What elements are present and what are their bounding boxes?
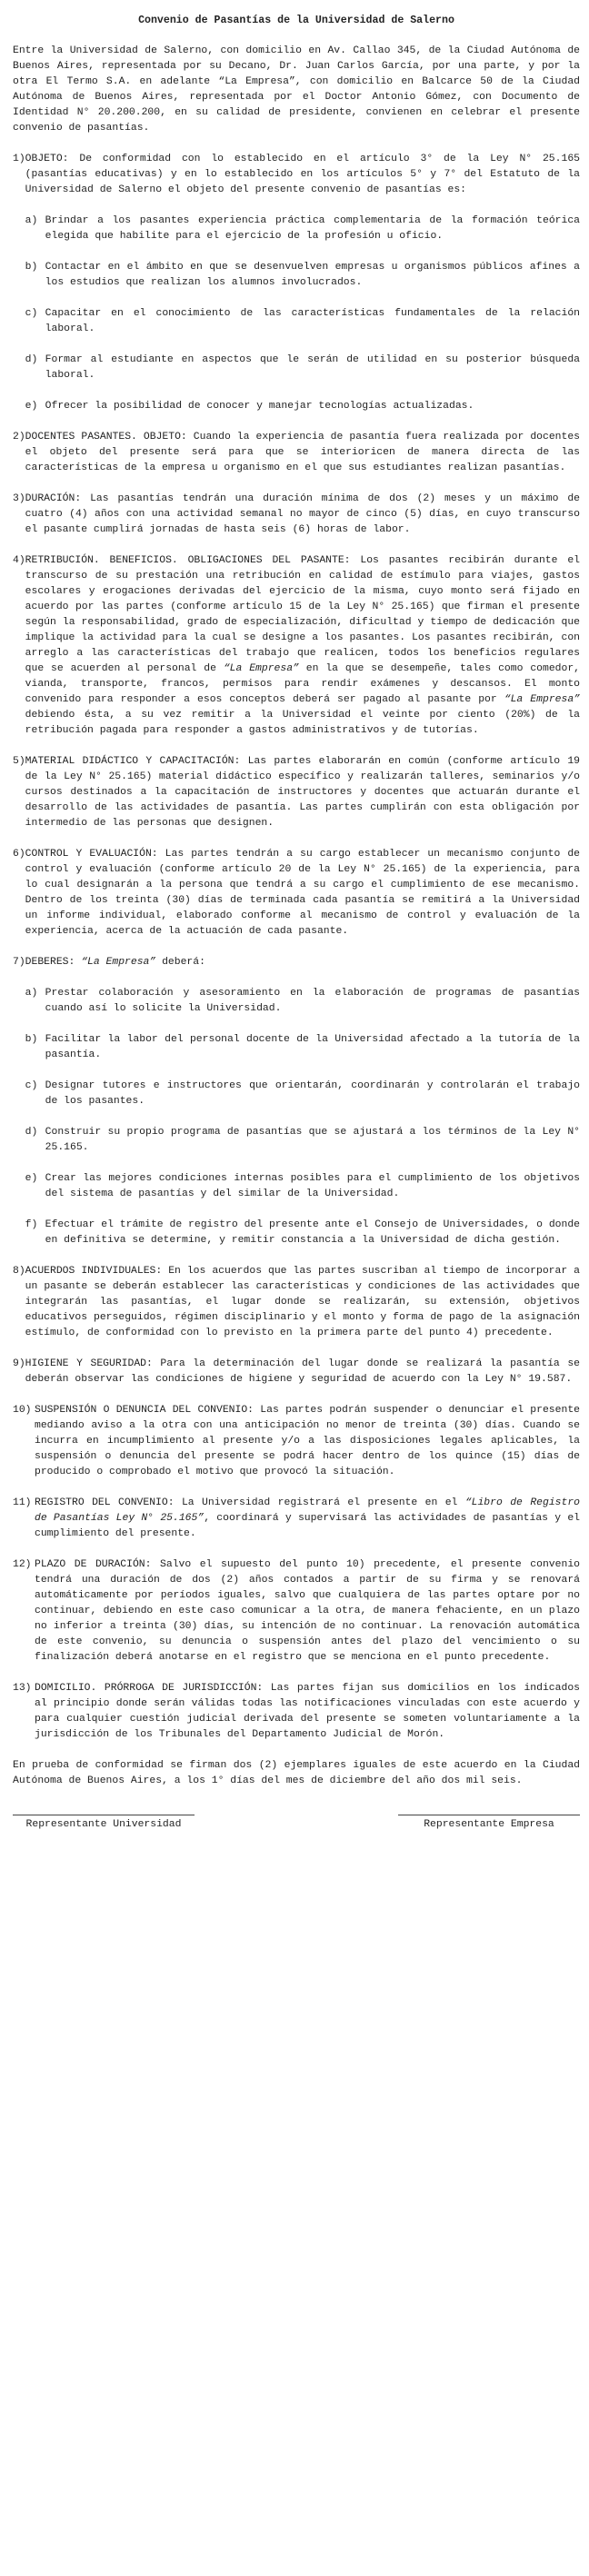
clause-7-items: [25, 986, 580, 1248]
list-item: [25, 986, 580, 1017]
empresa-term: “La Empresa”: [223, 663, 299, 674]
clause-text-part: , coordinará y supervisará las actividades de pasantías y el cumplimiento del presente.: [35, 1513, 580, 1539]
clause-text: MATERIAL DIDÁCTICO Y CAPACITACIÓN: Las partes elaborarán en común (conforme artículo 19 de la Ley N° 25.165) material didáctico específico y realizarán talleres, seminarios y/o cursos destinados a la capacitación de instructores y docentes que actuarán durante el desarrollo de las actividades de pasantía. Las partes cumplirán con esta obligación por intermedio de las personas que designen.: [25, 756, 580, 829]
clause-text: DOMICILIO. PRÓRROGA DE JURISDICCIÓN: Las partes fijan sus domicilios en los indicados al principio donde serán válidas todas las notificaciones vinculadas con este acuerdo y para cualquier cuestión judicial derivada del presente se someten voluntariamente a la jurisdicción de los Tribunales del Departamento Judicial de Morón.: [35, 1683, 580, 1740]
clause-number: 11): [13, 1497, 32, 1508]
clause-text: ACUERDOS INDIVIDUALES: En los acuerdos que las partes suscriban al tiempo de incorporar a un pasante se deberán establecer las características y condiciones de las actividades que integrarán las pasantías, el lugar donde se realizarán, su extensión, objetivos educativos perseguidos, régimen disciplinario y el monto y forma de pago de la asignación estímulo, de conformidad con lo previsto en la primera parte del punto 4) precedente.: [25, 1266, 580, 1338]
clause-number: 10): [13, 1405, 32, 1416]
clause-text: DOCENTES PASANTES. OBJETO: Cuando la experiencia de pasantía fuera realizada por docentes el objeto del presente será para que se interioricen de manera directa de las características de la empresa u organismo en el que sus estudiantes realizan pasantías.: [25, 432, 580, 473]
clause-text: DURACIÓN: Las pasantías tendrán una duración mínima de dos (2) meses y un máximo de cuatro (4) años con una actividad semanal no mayor de cinco (5) días, en cuyo transcurso el pasante cumplirá jornadas de hasta seis (6) horas de labor.: [25, 493, 580, 535]
item-letter: c): [25, 308, 38, 319]
item-letter: a): [25, 988, 38, 999]
clause-text-part: DEBERES:: [25, 957, 82, 968]
list-item: [25, 1218, 580, 1248]
item-letter: e): [25, 401, 38, 412]
item-text: Brindar a los pasantes experiencia práctica complementaria de la formación teórica elegida que habilite para el ejercicio de la profesión u oficio.: [45, 215, 580, 242]
item-text: Ofrecer la posibilidad de conocer y manejar tecnologías actualizadas.: [45, 401, 474, 412]
clause-7: [13, 955, 580, 1248]
clause-number: 13): [13, 1683, 32, 1694]
empresa-term: “La Empresa”: [504, 694, 580, 705]
list-item: [25, 306, 580, 337]
signature-label-university: Representante Universidad: [25, 1819, 182, 1830]
item-letter: f): [25, 1219, 38, 1230]
list-item: [25, 1125, 580, 1156]
clause-number: 4): [13, 555, 25, 566]
clause-text-part: RETRIBUCIÓN. BENEFICIOS. OBLIGACIONES DEL PASANTE: Los pasantes recibirán durante el transcurso de su prestación una retribución en calidad de estímulo para viajes, gastos escolares y erogaciones derivadas del ejercicio de la misma, cuyo monto será fijado en acuerdo por las partes (conforme artículo 15 de la Ley N° 25.165) que firman el presente según la responsabilidad, grado de especialización, dificultad y tiempo de dedicación que implique la actividad para la cual se designe a los pasantes. Los pasantes recibirán, con arreglo a las características del trabajo que realicen, todos los beneficios regulares que se acuerden al personal de: [25, 555, 580, 674]
item-text: Formar al estudiante en aspectos que le serán de utilidad en su posterior búsqueda laboral.: [45, 354, 580, 381]
clause-number: 12): [13, 1559, 32, 1570]
list-item: [25, 1079, 580, 1109]
clause-6: [13, 847, 580, 940]
clause-8: [13, 1264, 580, 1341]
item-text: Construir su propio programa de pasantías que se ajustará a los términos de la Ley N° 25.165.: [45, 1127, 580, 1153]
item-letter: d): [25, 354, 38, 365]
item-letter: d): [25, 1127, 38, 1138]
clause-4: [13, 553, 580, 739]
list-item: [25, 214, 580, 244]
empresa-term: “La Empresa”: [81, 957, 156, 968]
clause-text-part: debiendo ésta, a su vez remitir a la Universidad el veinte por ciento (20%) de la retribución pagada para responder a gastos administrativos y de tutorías.: [25, 710, 580, 736]
list-item: [25, 1032, 580, 1063]
intro-paragraph: Entre la Universidad de Salerno, con domicilio en Av. Callao 345, de la Ciudad Autónoma de Buenos Aires, representada por su Decano, Dr. Juan Carlos García, por una parte, y por la otra El Termo S.A. en adelante “La Empresa”, con domicilio en Balcarce 50 de la Ciudad Autónoma de Buenos Aires, representada por el Doctor Antonio Gómez, con Documento de Identidad N° 20.200.200, en su calidad de presidente, convienen en celebrar el presente convenio de pasantías.: [13, 45, 580, 134]
clause-text: HIGIENE Y SEGURIDAD: Para la determinación del lugar donde se realizará la pasantía se deberán observar las condiciones de higiene y seguridad de acuerdo con la Ley N° 19.587.: [25, 1358, 580, 1385]
registry-book-title: “Libro de Registro de Pasantías Ley N° 25.165”: [35, 1497, 580, 1524]
item-text: Contactar en el ámbito en que se desenvuelven empresas u organismos públicos afines a los estudios que realizan los alumnos involucrados.: [45, 262, 580, 288]
item-letter: b): [25, 1034, 38, 1045]
item-text: Facilitar la labor del personal docente de la Universidad afectado a la tutoría de la pasantía.: [45, 1034, 580, 1060]
item-letter: e): [25, 1173, 38, 1184]
clause-text: [25, 553, 580, 739]
clause-text-part: en la que se desempeñe, tales como comedor, vianda, transporte, francos, permisos para rendir exámenes y descansos. El monto convenido para responder a esos conceptos deberá ser pagado al pasante por: [25, 663, 581, 705]
clause-text-part: REGISTRO DEL CONVENIO: La Universidad registrará el presente en el: [35, 1497, 465, 1508]
clause-1-items: [25, 214, 580, 414]
item-letter: c): [25, 1080, 38, 1091]
item-text: Designar tutores e instructores que orientarán, coordinarán y controlarán el trabajo de los pasantes.: [45, 1080, 580, 1107]
item-text: Capacitar en el conocimiento de las características fundamentales de la relación laboral.: [45, 308, 580, 334]
item-text: Efectuar el trámite de registro del presente ante el Consejo de Universidades, o donde en definitiva se determine, y remitir constancia a la Universidad de dicha gestión.: [45, 1219, 580, 1246]
clause-5: [13, 754, 580, 831]
clause-1: [13, 152, 580, 414]
list-item: [25, 353, 580, 383]
clause-3: [13, 492, 580, 538]
clause-number: 5): [13, 756, 25, 767]
list-item: [25, 1171, 580, 1202]
clause-text: SUSPENSIÓN O DENUNCIA DEL CONVENIO: Las partes podrán suspender o denunciar el presente mediando aviso a la otra con una anticipación no menor de treinta (30) días. Cuando se incurra en incumplimiento al presente y/o a las disposiciones legales aplicables, la suspensión o denuncia del presente se podrá hacer dentro de los quince (15) días de producido o comprobado el motivo que provocó la situación.: [35, 1405, 580, 1477]
clause-number: 8): [13, 1266, 25, 1277]
item-text: Crear las mejores condiciones internas posibles para el cumplimiento de los objetivos del sistema de pasantías y del similar de la Universidad.: [45, 1173, 580, 1199]
list-item: [25, 399, 580, 414]
clause-9: [13, 1357, 580, 1387]
item-letter: a): [25, 215, 38, 226]
clause-10: [13, 1403, 580, 1480]
clause-number: 7): [13, 957, 25, 968]
clause-number: 2): [13, 432, 25, 443]
clause-number: 6): [13, 849, 25, 860]
clause-number: 3): [13, 493, 25, 504]
clause-text: OBJETO: De conformidad con lo establecido en el artículo 3° de la Ley N° 25.165 (pasantías educativas) y en lo establecido en los artículos 5° y 7° del Estatuto de la Universidad de Salerno el objeto del presente convenio de pasantías es:: [25, 154, 580, 195]
clause-text-part: deberá:: [155, 957, 205, 968]
list-item: [25, 260, 580, 291]
clause-text: PLAZO DE DURACIÓN: Salvo el supuesto del punto 10) precedente, el presente convenio tendrá una duración de dos (2) años contados a partir de su firma y se renovará automáticamente por períodos iguales, salvo que cualquiera de las partes optare por no continuar, debiendo en este caso comunicar a la otra, de manera fehaciente, en un plazo no inferior a treinta (30) días, su intención de no continuar. La renovación automática de este convenio, su denuncia o suspensión antes del plazo del vencimiento o su finalización deberá anotarse en el registro que se menciona en el punto precedente.: [35, 1559, 580, 1663]
clause-text: [35, 1496, 580, 1542]
signature-block: [13, 1815, 580, 1833]
signature-label-company: Representante Empresa: [424, 1819, 554, 1830]
clause-13: [13, 1681, 580, 1743]
clause-number: 9): [13, 1358, 25, 1369]
clause-text: CONTROL Y EVALUACIÓN: Las partes tendrán a su cargo establecer un mecanismo conjunto de control y evaluación (conforme artículo 20 de la Ley N° 25.165) de la experiencia, para lo cual designarán a la persona que tendrá a su cargo el cumplimiento de ese mecanismo. Dentro de los treinta (30) días de terminada cada pasantía se remitirá a la Universidad un informe individual, elaborado conforme al mecanismo de control y evaluación de la experiencia, acerca de la actuación de cada pasante.: [25, 849, 580, 937]
clause-number: 1): [13, 154, 25, 164]
document-title: Convenio de Pasantías de la Universidad de Salerno: [138, 15, 454, 26]
signature-university: [13, 1815, 195, 1833]
clause-12: [13, 1557, 580, 1666]
clause-text: [25, 955, 580, 970]
clause-11: [13, 1496, 580, 1542]
closing-paragraph: En prueba de conformidad se firman dos (2) ejemplares iguales de este acuerdo en la Ciudad Autónoma de Buenos Aires, a los 1° días del mes de diciembre del año dos mil seis.: [13, 1760, 580, 1786]
item-text: Prestar colaboración y asesoramiento en la elaboración de programas de pasantías cuando así lo solicite la Universidad.: [45, 988, 580, 1014]
signature-company: [398, 1815, 580, 1833]
item-letter: b): [25, 262, 38, 273]
clause-2: [13, 430, 580, 476]
